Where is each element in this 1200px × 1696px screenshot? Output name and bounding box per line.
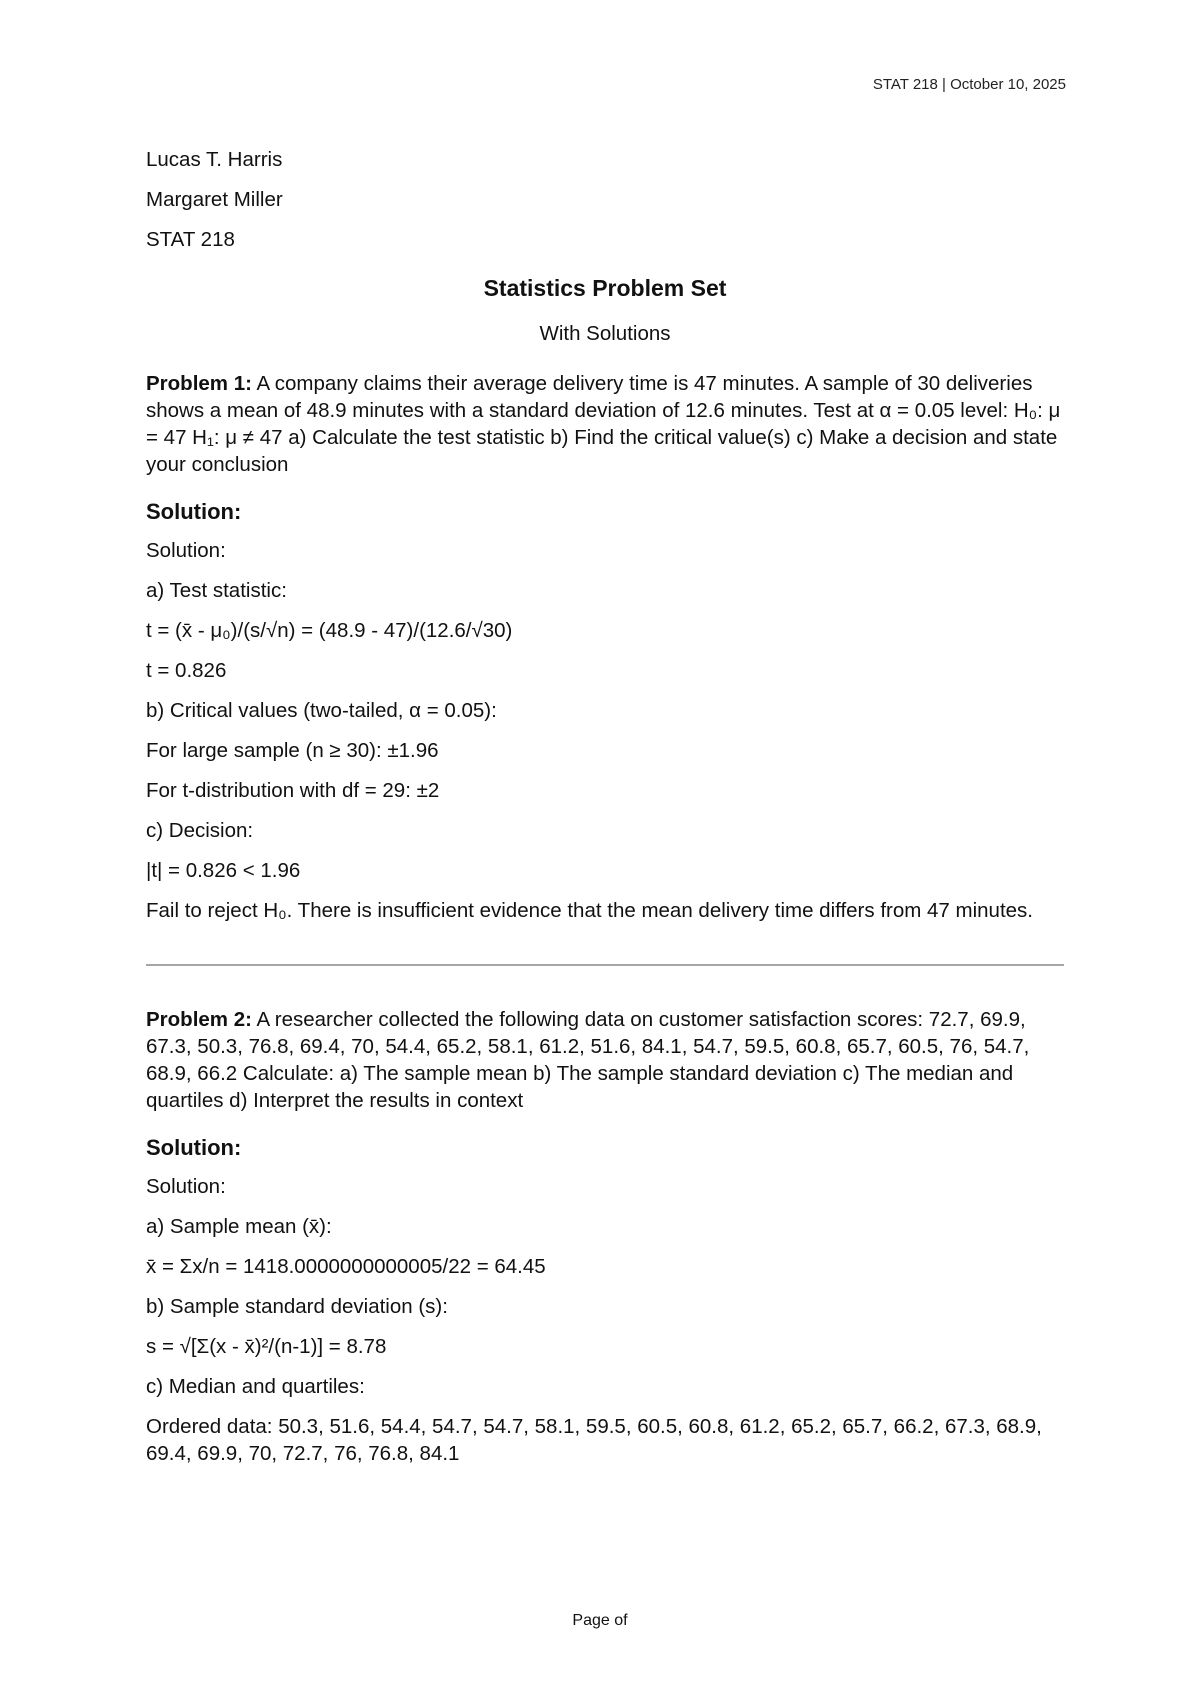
solution-line: Solution: <box>146 539 226 562</box>
problem-2-solution-heading: Solution: <box>146 1135 242 1160</box>
solution-line: b) Critical values (two-tailed, α = 0.05): <box>146 699 497 722</box>
solution-line: Ordered data: 50.3, 51.6, 54.4, 54.7, 54.7, 58.1, 59.5, 60.5, 60.8, 61.2, 65.2, 65.7, 66.2, 67.3, 68.9, 69.4, 69.9, 70, 72.7, 76, 76.8, 84.1 <box>146 1415 1042 1465</box>
solution-line: a) Test statistic: <box>146 579 287 602</box>
problem-1-solution-heading: Solution: <box>146 499 242 524</box>
solution-line: |t| = 0.826 < 1.96 <box>146 859 301 882</box>
solution-line: c) Decision: <box>146 819 254 842</box>
document-subtitle: With Solutions <box>539 322 671 345</box>
solution-line: Solution: <box>146 1175 226 1198</box>
page-footer: Page of <box>572 1612 628 1629</box>
document-title: Statistics Problem Set <box>483 275 727 301</box>
problem-2-statement <box>146 1006 1064 1114</box>
solution-line: Fail to reject H₀. There is insufficient evidence that the mean delivery time differs from 47 minutes. <box>146 899 1033 922</box>
student-name: Lucas T. Harris <box>146 148 283 171</box>
document-body <box>146 146 1064 1480</box>
problem-1-text: A company claims their average delivery time is 47 minutes. A sample of 30 deliveries shows a mean of 48.9 minutes with a standard deviation of 12.6 minutes. Test at α = 0.05 level: H₀: μ = 47 H₁: μ ≠ 47 a) Calculate the test statistic b) Find the critical value(s) c) Make a decision and state your conclusion <box>146 372 1061 476</box>
instructor-name: Margaret Miller <box>146 188 283 211</box>
solution-line: x̄ = Σx/n = 1418.0000000000005/22 = 64.45 <box>146 1255 546 1278</box>
solution-line: a) Sample mean (x̄): <box>146 1215 332 1238</box>
course-name: STAT 218 <box>146 228 235 251</box>
section-divider <box>146 964 1064 966</box>
problem-1-label: Problem 1: <box>146 372 252 395</box>
solution-line: For large sample (n ≥ 30): ±1.96 <box>146 739 439 762</box>
problem-2-text: A researcher collected the following data on customer satisfaction scores: 72.7, 69.9, 67.3, 50.3, 76.8, 69.4, 70, 54.4, 65.2, 58.1, 61.2, 51.6, 84.1, 54.7, 59.5, 60.8, 65.7, 60.5, 76, 54.7, 68.9, 66.2 Calculate: a) The sample mean b) The sample standard deviation c) The median and quartiles d) Interpret the results in context <box>146 1008 1030 1112</box>
solution-line: b) Sample standard deviation (s): <box>146 1295 448 1318</box>
solution-line: t = 0.826 <box>146 659 227 682</box>
solution-line: c) Median and quartiles: <box>146 1375 365 1398</box>
page-header: STAT 218 | October 10, 2025 <box>872 76 1066 93</box>
problem-2-label: Problem 2: <box>146 1008 252 1031</box>
solution-line: For t-distribution with df = 29: ±2 <box>146 779 440 802</box>
problem-1-statement <box>146 370 1064 478</box>
solution-line: t = (x̄ - μ₀)/(s/√n) = (48.9 - 47)/(12.6/√30) <box>146 619 513 642</box>
solution-line: s = √[Σ(x - x̄)²/(n-1)] = 8.78 <box>146 1335 387 1358</box>
